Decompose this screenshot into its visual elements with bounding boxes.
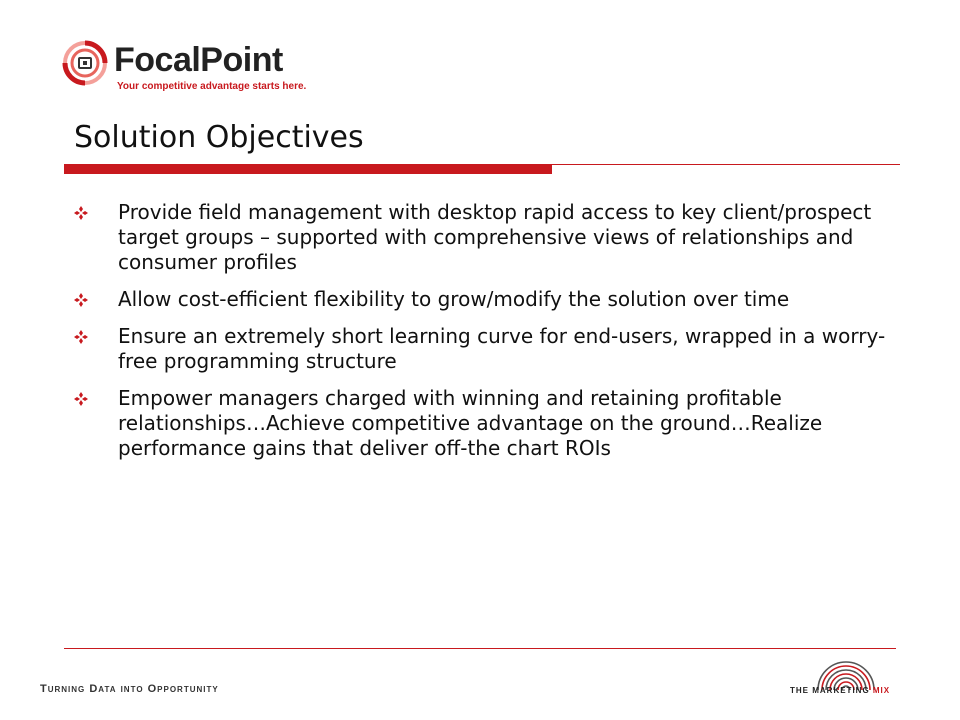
list-item-text: Empower managers charged with winning and retaining profitable relationships…Achieve competitive advantage on the ground…Realize performance gains that deliver off-the chart ROIs (118, 386, 823, 460)
focalpoint-logo-icon (62, 40, 108, 86)
list-item-text: Allow cost-efficient flexibility to grow/modify the solution over time (118, 287, 790, 311)
title-underline-bar (64, 164, 552, 174)
list-item-text: Provide field management with desktop rapid access to key client/prospect target groups – supported with comprehensive views of relationships and consumer profiles (118, 200, 872, 274)
marketing-mix-wordmark: THE MARKETING MIX (790, 686, 891, 695)
footer-slogan: Turning Data into Opportunity (40, 683, 219, 695)
list-item (74, 386, 894, 461)
footer-rule (64, 648, 896, 649)
list-item (74, 324, 894, 374)
slide-title: Solution Objectives (74, 120, 364, 155)
list-item (74, 200, 894, 275)
brand-tagline: Your competitive advantage starts here. (117, 81, 307, 92)
list-item-text: Ensure an extremely short learning curve for end-users, wrapped in a worry-free programming structure (118, 324, 886, 373)
diamond-bullet-icon (74, 206, 88, 220)
diamond-bullet-icon (74, 392, 88, 406)
title-underline-rule (552, 164, 900, 165)
objectives-list (74, 200, 894, 473)
list-item (74, 287, 894, 312)
diamond-bullet-icon (74, 293, 88, 307)
diamond-bullet-icon (74, 330, 88, 344)
brand-name: FocalPoint (114, 41, 283, 79)
